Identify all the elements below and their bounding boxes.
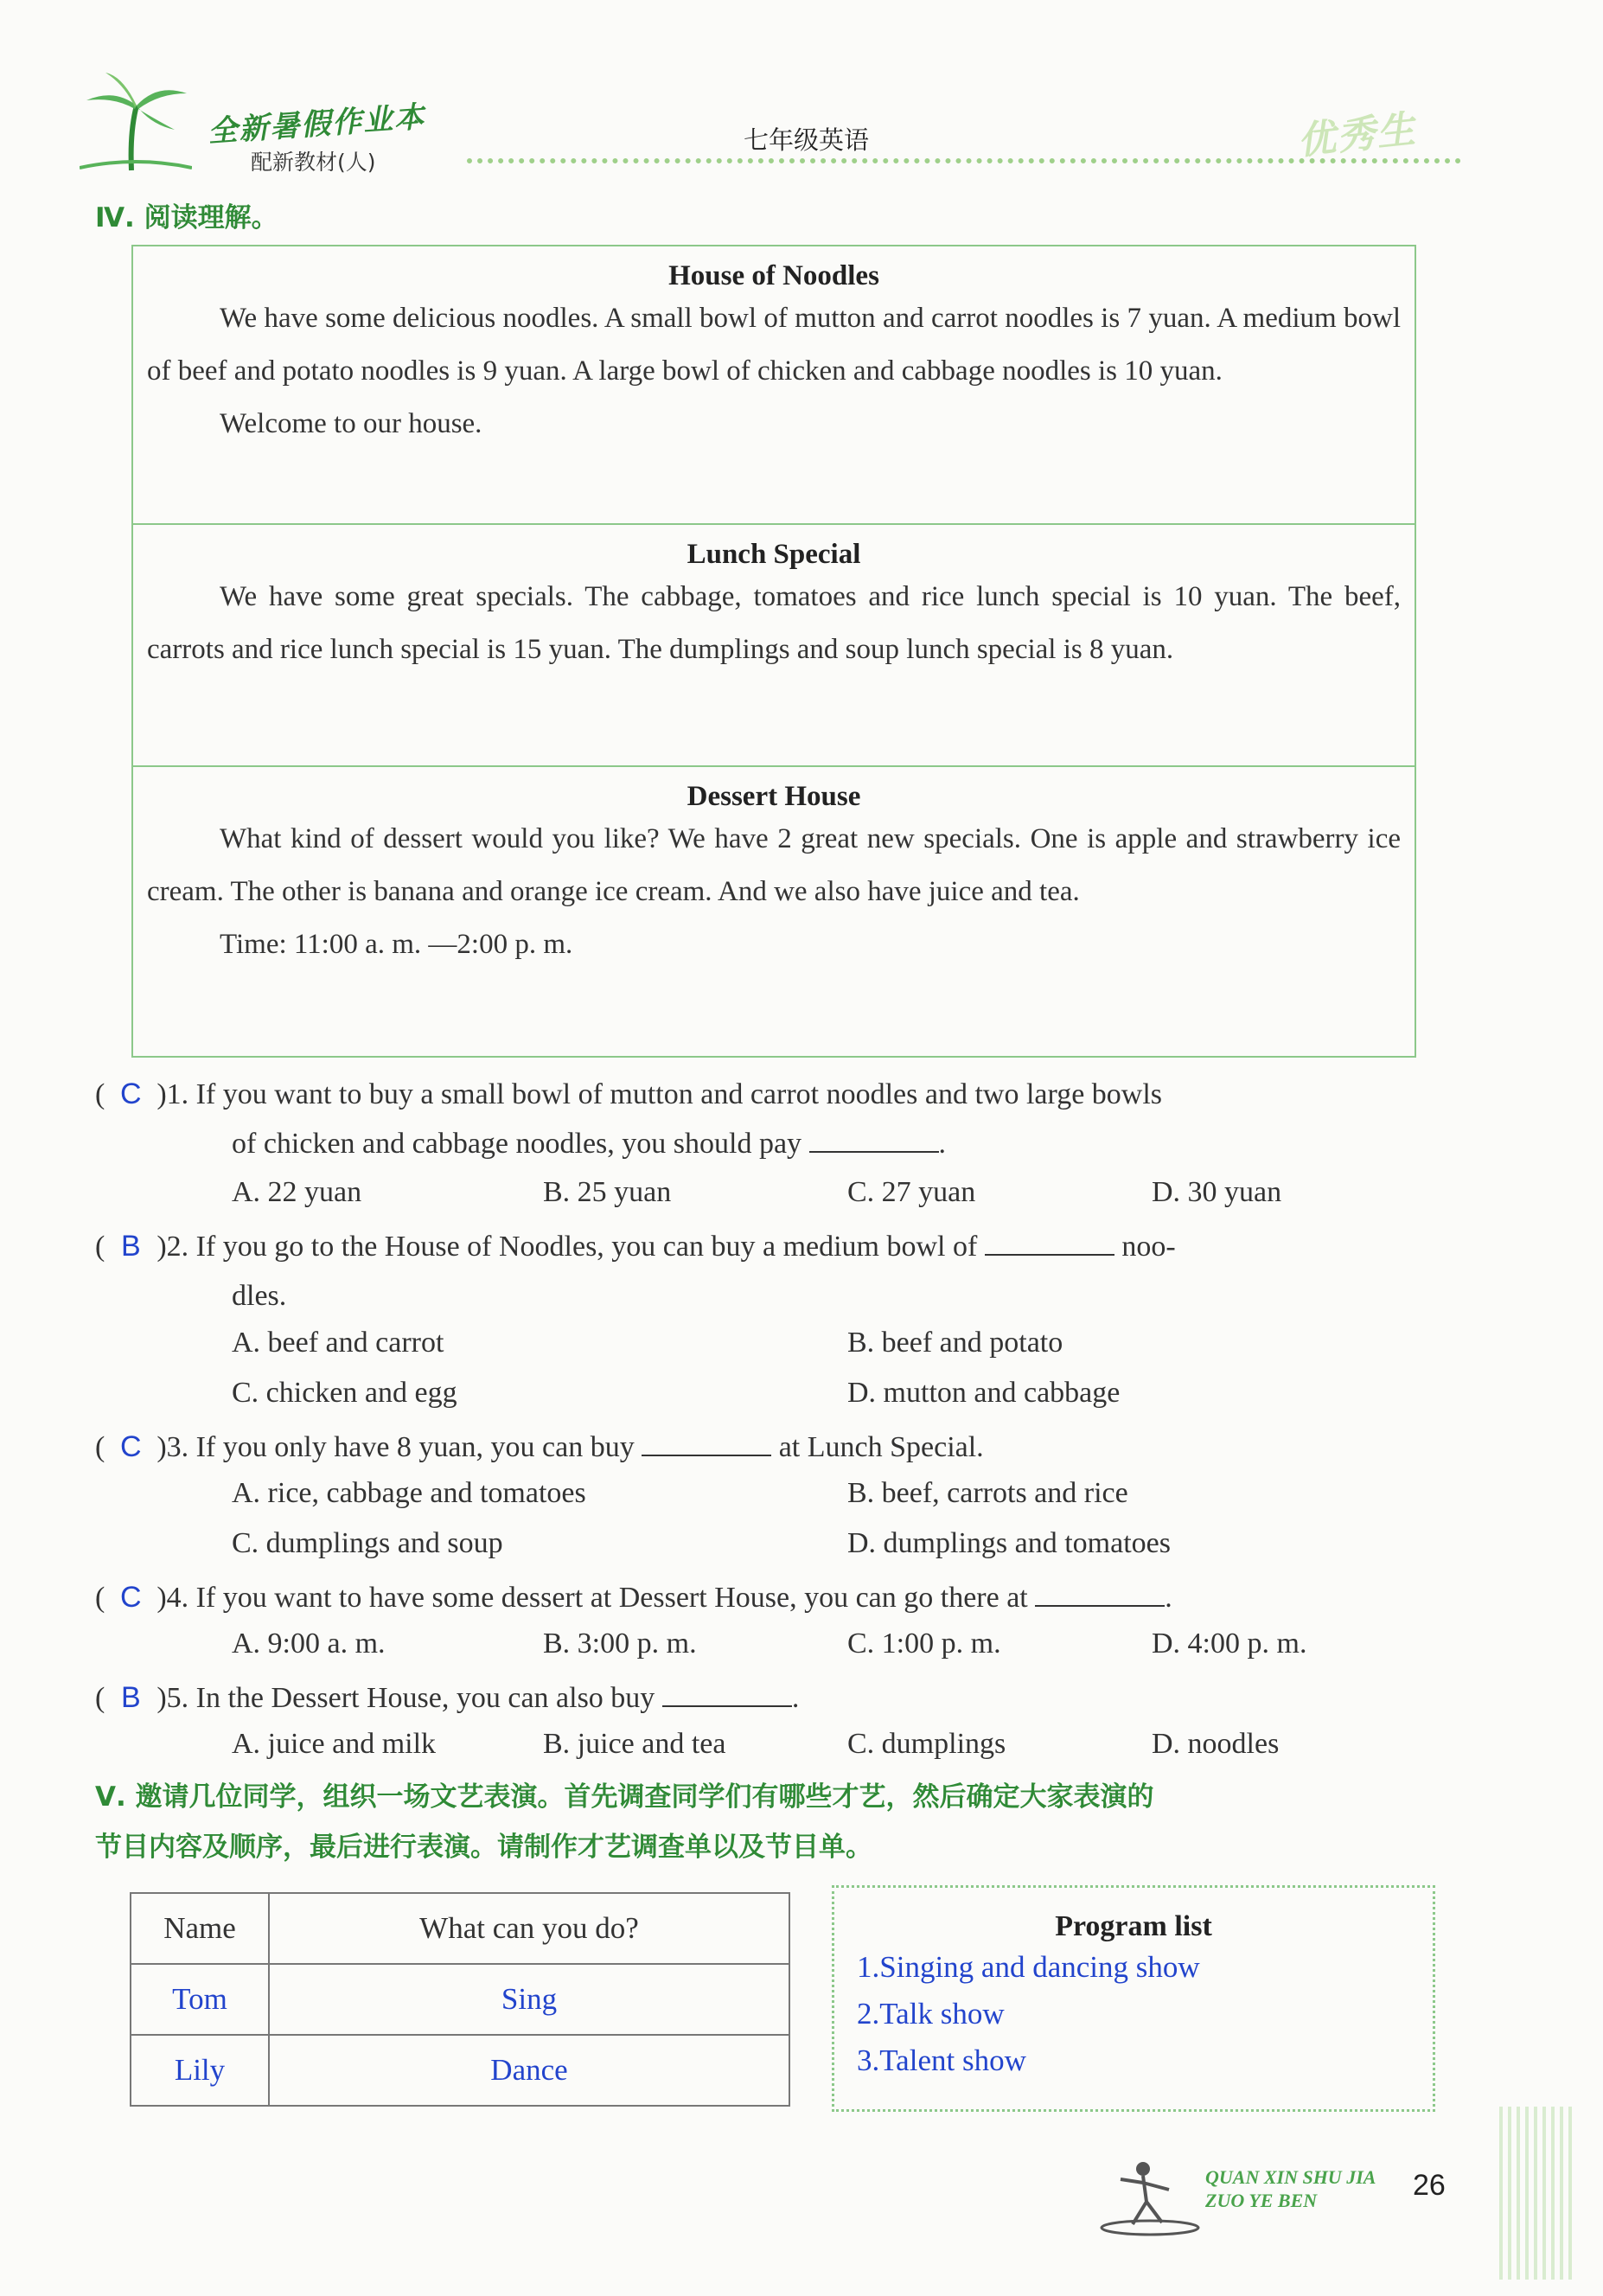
option-a: A. 22 yuan [232,1176,362,1208]
answer-mark: C [120,1430,142,1463]
ad-paragraph: Welcome to our house. [220,408,482,439]
section-4-title: Ⅳ. 阅读理解。 [95,202,278,233]
brand-title: 全新暑假作业本 [207,99,427,150]
program-item: 1.Singing and dancing show [857,1950,1200,1984]
question-text: If you want to buy a small bowl of mutton and carrot noodles and two large bowls [195,1078,1163,1110]
talent-survey-table [130,1892,790,2107]
question-text: If you want to have some dessert at Dessert House, you can go there at [195,1582,1028,1614]
ad-lunch-special [133,525,1415,767]
question-5: ( B )5. In the Dessert House, you can also buy . [95,1672,799,1724]
answer-blank [1035,1581,1165,1607]
program-list-title: Program list [1055,1910,1212,1942]
option-a: A. juice and milk [232,1728,437,1760]
ad-paragraph: We have some delicious noodles. A small bowl of mutton and carrot noodles is 7 yuan. A medium bowl of beef and potato noodles is 9 yuan. A large bowl of chicken and cabbage noodles is 10 yuan. [147,303,1401,387]
question-text: at Lunch Special. [778,1431,984,1463]
option-d: D. 30 yuan [1152,1176,1282,1208]
table-header-name: Name [131,1893,269,1964]
answer-blank [985,1230,1114,1256]
program-item: 3.Talent show [857,2043,1026,2077]
question-text: of chicken and cabbage noodles, you should pay [232,1128,802,1160]
footer-brand-line1: QUAN XIN SHU JIA [1205,2166,1376,2188]
option-b: B. 3:00 p. m. [543,1628,697,1660]
section-5-title-line1: Ⅴ. 邀请几位同学，组织一场文艺表演。首先调查同学们有哪些才艺，然后确定大家表演的 [95,1781,1154,1813]
question-number: 4. [166,1582,189,1614]
table-cell-ability: Dance [269,2035,789,2106]
table-row [131,1964,789,2035]
question-text: If you only have 8 yuan, you can buy [195,1431,635,1463]
footer-brand [1205,2165,1376,2212]
table-cell-name: Tom [131,1964,269,2035]
option-a: A. 9:00 a. m. [232,1628,386,1660]
answer-mark: C [120,1078,142,1110]
question-2-line2: dles. [232,1280,287,1312]
surfer-icon [1089,2153,1202,2240]
option-a: A. beef and carrot [232,1327,444,1359]
section-5-title-line2: 节目内容及顺序，最后进行表演。请制作才艺调查单以及节目单。 [95,1832,872,1863]
option-d: D. mutton and cabbage [847,1377,1121,1409]
option-d: D. dumplings and tomatoes [847,1527,1171,1559]
table-cell-name: Lily [131,2035,269,2106]
table-row [131,2035,789,2106]
question-number: 5. [166,1682,189,1714]
answer-blank [809,1127,939,1153]
question-2: ( B )2. If you go to the House of Noodles, you can buy a medium bowl of noo- [95,1221,1176,1272]
option-b: B. beef, carrots and rice [847,1477,1128,1509]
option-c: C. dumplings [847,1728,1006,1760]
program-list-box [832,1885,1435,2112]
punctuation: . [1165,1582,1172,1614]
option-b: B. juice and tea [543,1728,726,1760]
subject-title: 七年级英语 [744,125,870,155]
option-c: C. chicken and egg [232,1377,457,1409]
page-number: 26 [1413,2169,1446,2202]
question-number: 1. [166,1078,189,1110]
palm-tree-icon [80,71,192,175]
edition-label: 配新教材(人) [251,150,376,175]
ad-paragraph: We have some great specials. The cabbage, tomatoes and rice lunch special is 10 yuan. The beef, carrots and rice lunch special is 15 yuan. The dumplings and soup lunch special is 8 yuan. [147,581,1401,665]
option-a: A. rice, cabbage and tomatoes [232,1477,586,1509]
question-3: ( C )3. If you only have 8 yuan, you can buy at Lunch Special. [95,1422,984,1473]
question-text: If you go to the House of Noodles, you can buy a medium bowl of [195,1231,978,1263]
question-number: 3. [166,1431,189,1463]
ad-house-of-noodles [133,246,1415,525]
badge-logo: 优秀生 [1295,106,1419,164]
question-1-line2 [232,1119,946,1169]
footer-brand-line2: ZUO YE BEN [1205,2190,1318,2211]
table-header-row [131,1893,789,1964]
answer-mark: B [120,1681,141,1714]
answer-mark: B [120,1230,141,1263]
option-c: C. dumplings and soup [232,1527,503,1559]
punctuation: . [938,1128,947,1160]
decorative-stripes [1499,2107,1577,2280]
answer-blank [662,1681,792,1707]
answer-blank [642,1430,771,1456]
ad-paragraph: Time: 11:00 a. m. —2:00 p. m. [220,929,573,960]
answer-mark: C [120,1581,142,1614]
option-c: C. 27 yuan [847,1176,976,1208]
question-number: 2. [166,1231,189,1263]
ad-paragraph: What kind of dessert would you like? We have 2 great new specials. One is apple and strawberry ice cream. The other is banana and orange ice cream. And we also have juice and tea. [147,823,1401,907]
question-4: ( C )4. If you want to have some dessert at Dessert House, you can go there at . [95,1572,1172,1623]
punctuation: . [791,1682,800,1714]
option-d: D. 4:00 p. m. [1152,1628,1307,1660]
ad-title: Lunch Special [687,539,861,570]
reading-passages [131,245,1416,1058]
option-b: B. beef and potato [847,1327,1063,1359]
question-1: ( C )1. If you want to buy a small bowl of mutton and carrot noodles and two large bowls [95,1069,1162,1120]
table-header-ability: What can you do? [269,1893,789,1964]
option-b: B. 25 yuan [543,1176,672,1208]
table-cell-ability: Sing [269,1964,789,2035]
ad-title: House of Noodles [668,260,879,291]
question-text: noo- [1121,1231,1176,1263]
program-item: 2.Talk show [857,1997,1005,2031]
ad-dessert-house [133,767,1415,1058]
option-d: D. noodles [1152,1728,1280,1760]
ad-title: Dessert House [687,781,861,812]
question-text: In the Dessert House, you can also buy [195,1682,655,1714]
option-c: C. 1:00 p. m. [847,1628,1001,1660]
